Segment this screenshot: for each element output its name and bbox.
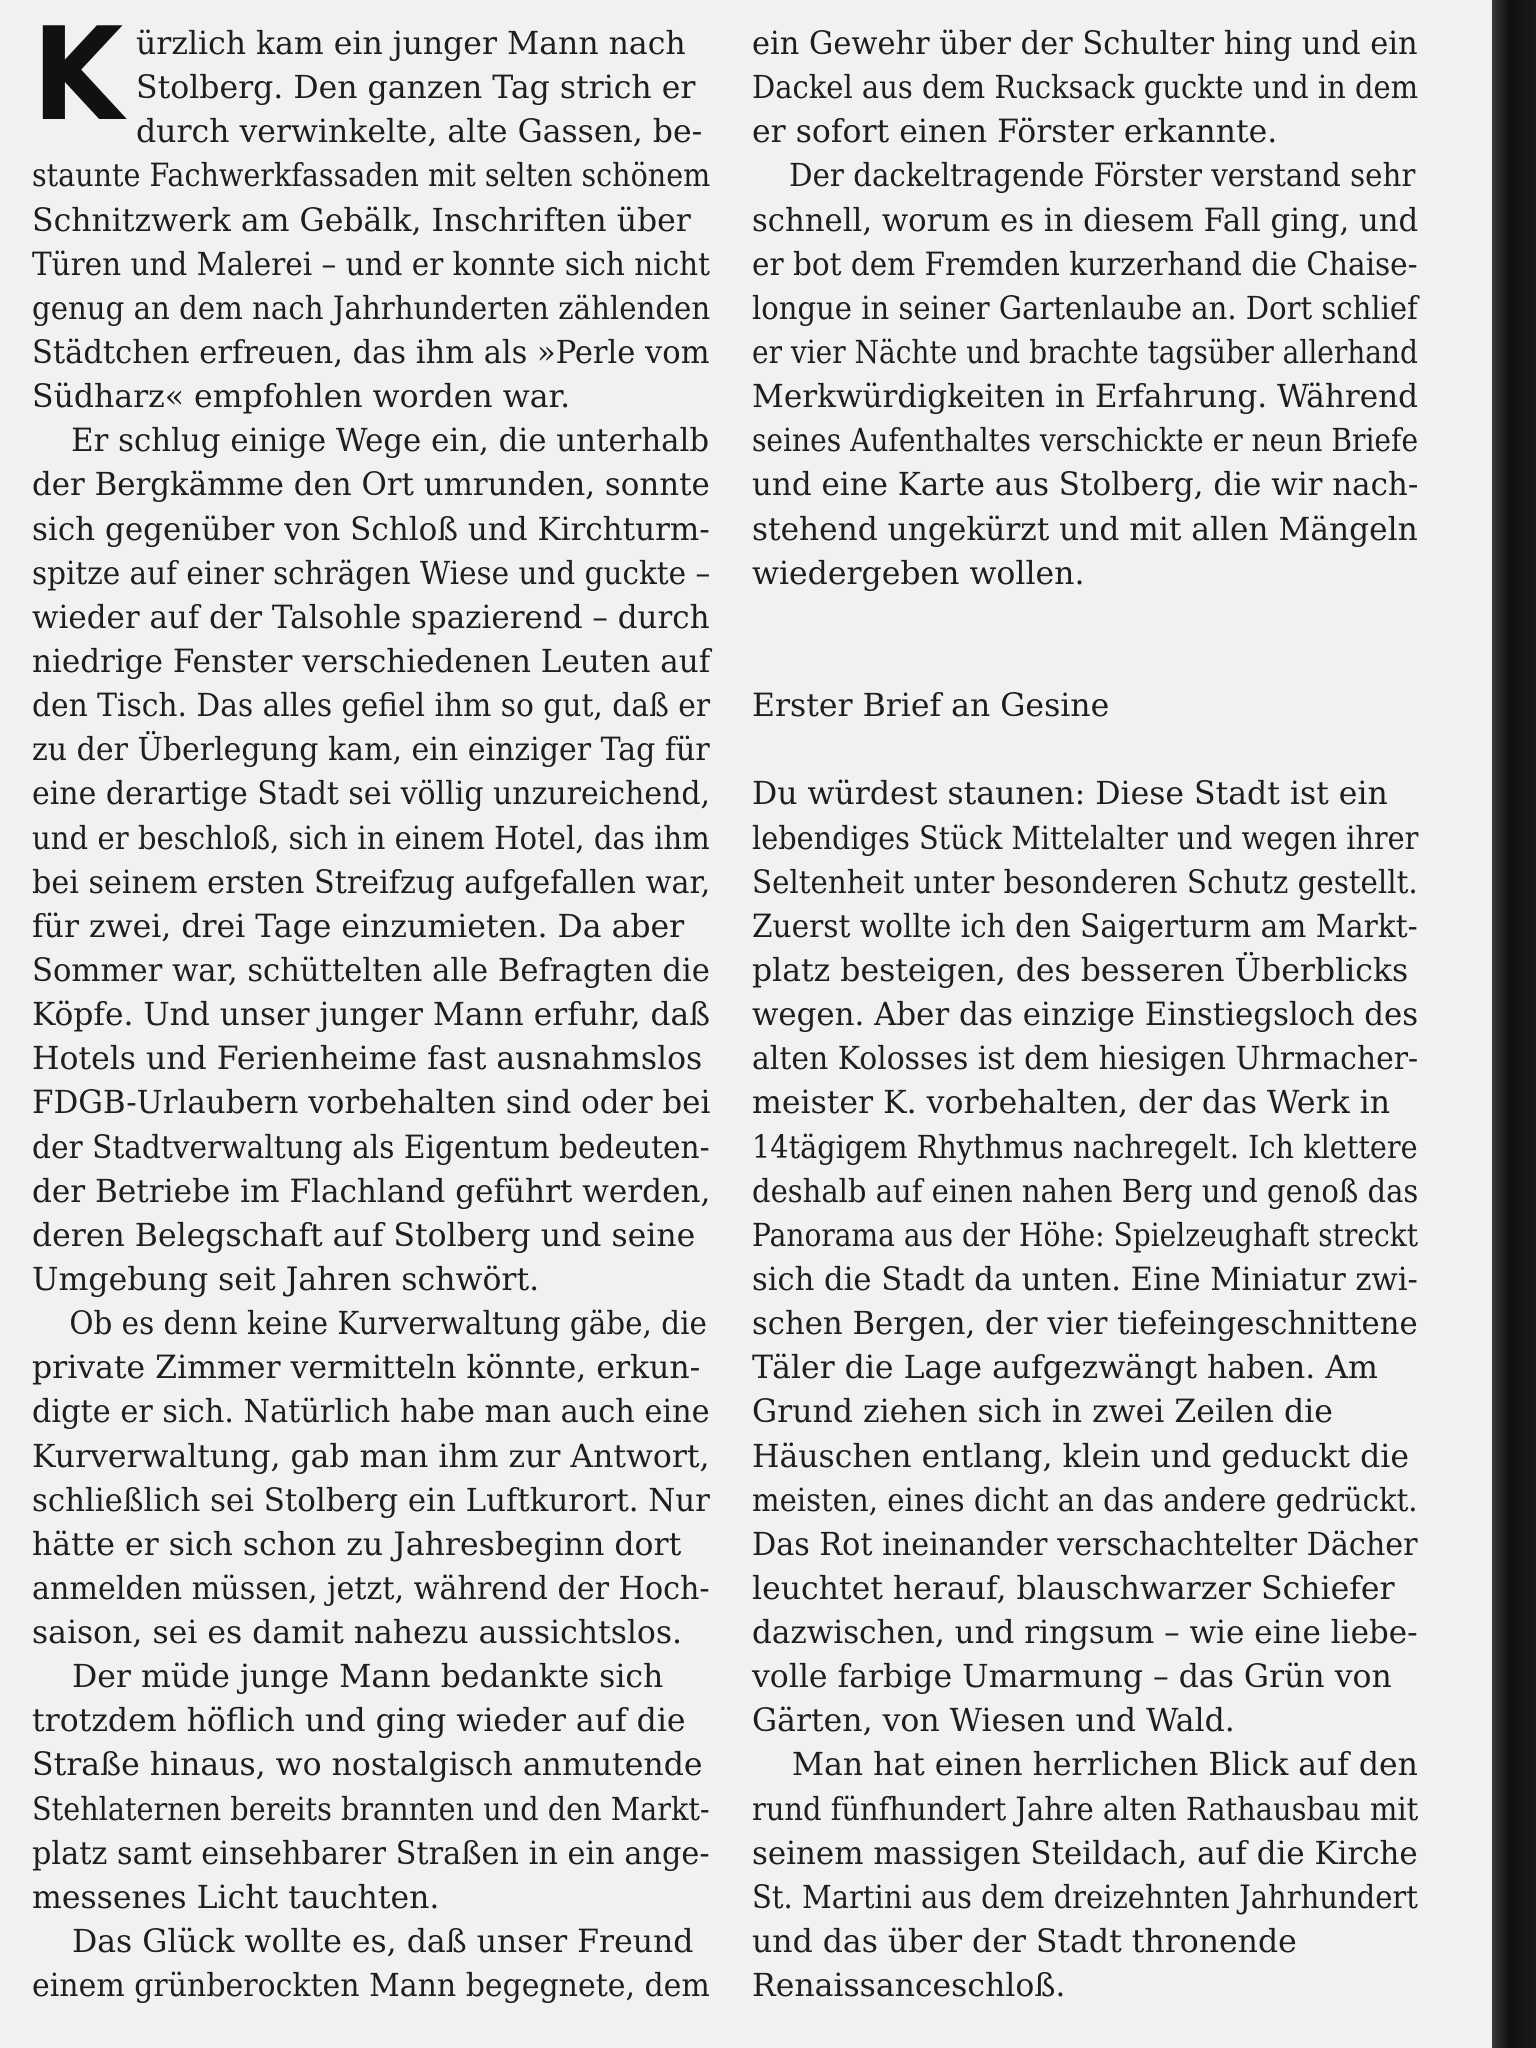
text-line: für zwei, drei Tage einzumieten. Da aber [32, 908, 685, 945]
text-line: Merkwürdigkeiten in Erfahrung. Während [752, 379, 1419, 416]
text-line: Gärten, von Wiesen und Wald. [752, 1703, 1235, 1740]
text-line: wieder auf der Talsohle spazierend – durch [32, 599, 710, 636]
text-line: Türen und Malerei – und er konnte sich nicht [32, 246, 710, 283]
text-line: wiedergeben wollen. [752, 555, 1085, 592]
text-line: private Zimmer vermitteln könnte, erkun- [32, 1350, 701, 1387]
text-line: den Tisch. Das alles gefiel ihm so gut, daß er [32, 688, 711, 725]
text-line: er bot dem Fremden kurzerhand die Chaise- [752, 246, 1418, 283]
text-line: FDGB-Urlaubern vorbehalten sind oder bei [32, 1085, 711, 1122]
text-line: der Betriebe im Flachland geführt werden, [32, 1173, 711, 1210]
text-line: dazwischen, und ringsum – wie eine liebe- [752, 1615, 1418, 1652]
text-line: genug an dem nach Jahrhunderten zählenden [32, 290, 711, 327]
text-line: St. Martini aus dem dreizehnten Jahrhundert [752, 1879, 1418, 1916]
text-line: meisten, eines dicht an das andere gedrückt. [752, 1482, 1418, 1519]
text-line: ürzlich kam ein junger Mann nach [136, 26, 686, 62]
left-column [32, 1, 711, 2008]
text-line: digte er sich. Natürlich habe man auch eine [32, 1394, 710, 1431]
text-line: saison, sei es damit nahezu aussichtslos. [32, 1615, 683, 1652]
text-line: Renaissanceschloß. [752, 1968, 1066, 2005]
text-line: stehend ungekürzt und mit allen Mängeln [752, 511, 1418, 548]
text-line: einem grünberockten Mann begegnete, dem [32, 1968, 710, 2005]
text-line: platz besteigen, des besseren Überblicks [752, 952, 1409, 989]
text-line: Er schlug einige Wege ein, die unterhalb [71, 423, 710, 460]
text-line: Das Rot ineinander verschachtelter Dächer [752, 1526, 1418, 1563]
text-line: spitze auf einer schrägen Wiese und guckte – [32, 555, 711, 592]
text-line: meister K. vorbehalten, der das Werk in [752, 1085, 1391, 1122]
text-line: lebendiges Stück Mittelalter und wegen ihrer [752, 820, 1419, 857]
text-line: Städtchen erfreuen, das ihm als »Perle vom [32, 334, 710, 371]
text-line: bei seinem ersten Streifzug aufgefallen war, [32, 864, 711, 901]
text-line: Das Glück wollte es, daß unser Freund [72, 1924, 694, 1961]
text-line: er sofort einen Förster erkannte. [752, 114, 1278, 151]
text-line: hätte er sich schon zu Jahresbeginn dort [32, 1526, 682, 1563]
text-line: Straße hinaus, wo nostalgisch anmutende [32, 1747, 703, 1784]
text-line: wegen. Aber das einzige Einstiegsloch des [752, 997, 1419, 1034]
text-line: Panorama aus der Höhe: Spielzeughaft streckt [752, 1217, 1418, 1254]
text-line: Der müde junge Mann bedankte sich [72, 1659, 664, 1696]
text-line: der Stadtverwaltung als Eigentum bedeuten- [32, 1129, 710, 1166]
text-line: volle farbige Umarmung – das Grün von [752, 1659, 1392, 1696]
text-line: trotzdem höflich und ging wieder auf die [32, 1703, 686, 1740]
text-line: Täler die Lage aufgezwängt haben. Am [752, 1350, 1378, 1387]
letter-heading: Erster Brief an Gesine [752, 688, 1110, 725]
text-line: eine derartige Stadt sei völlig unzureichend, [32, 776, 711, 813]
spacer [752, 728, 1418, 772]
drop-cap: K [32, 1, 120, 150]
text-line: Kurverwaltung, gab man ihm zur Antwort, [32, 1438, 710, 1475]
text-line: messenes Licht tauchten. [32, 1879, 440, 1916]
right-column [752, 22, 1418, 2008]
spacer [752, 596, 1418, 640]
text-line: seinem massigen Steildach, auf die Kirche [752, 1835, 1418, 1872]
text-line: alten Kolosses ist dem hiesigen Uhrmacher- [752, 1041, 1419, 1078]
text-line: schnell, worum es in diesem Fall ging, und [752, 202, 1419, 239]
text-line: Der dackeltragende Förster verstand sehr [789, 158, 1416, 195]
text-line: deren Belegschaft auf Stolberg und seine [32, 1217, 696, 1254]
text-line: und er beschloß, sich in einem Hotel, das ihm [32, 820, 710, 857]
text-line: er vier Nächte und brachte tagsüber allerhand [752, 334, 1418, 371]
text-line: Grund ziehen sich in zwei Zeilen die [752, 1394, 1333, 1431]
text-line: Stehlaternen bereits brannten und den Markt- [32, 1791, 710, 1828]
text-line: staunte Fachwerkfassaden mit selten schönem [32, 158, 711, 195]
text-line: platz samt einsehbarer Straßen in ein ange- [32, 1835, 710, 1872]
page-edge-shadow [1492, 0, 1536, 2048]
text-line: schen Bergen, der vier tiefeingeschnittene [752, 1306, 1418, 1343]
text-line: ein Gewehr über der Schulter hing und ein [752, 26, 1418, 62]
text-line: Sommer war, schüttelten alle Befragten die [32, 952, 710, 989]
text-line: Seltenheit unter besonderen Schutz gestellt. [752, 864, 1418, 901]
text-line: rund fünfhundert Jahre alten Rathausbau mit [752, 1791, 1419, 1828]
text-line: 14tägigem Rhythmus nachregelt. Ich klettere [752, 1129, 1418, 1166]
text-line: Köpfe. Und unser junger Mann erfuhr, daß [32, 997, 711, 1034]
text-line: durch verwinkelte, alte Gassen, be- [136, 114, 703, 151]
text-line: der Bergkämme den Ort umrunden, sonnte [32, 467, 710, 504]
text-line: Dackel aus dem Rucksack guckte und in dem [752, 70, 1419, 107]
text-line: Zuerst wollte ich den Saigerturm am Markt- [752, 908, 1418, 945]
text-line: deshalb auf einen nahen Berg und genoß das [752, 1173, 1419, 1210]
text-line: Umgebung seit Jahren schwört. [32, 1261, 540, 1298]
text-line: longue in seiner Gartenlaube an. Dort schlief [752, 290, 1418, 327]
text-line: sich gegenüber von Schloß und Kirchturm- [32, 511, 710, 548]
text-line: Häuschen entlang, klein und geduckt die [752, 1438, 1409, 1475]
text-line: und das über der Stadt thronende [752, 1924, 1297, 1961]
text-line: seines Aufenthaltes verschickte er neun Briefe [752, 423, 1419, 460]
text-line: Man hat einen herrlichen Blick auf den [791, 1747, 1418, 1784]
text-line: leuchtet herauf, blauschwarzer Schiefer [752, 1570, 1395, 1607]
text-line: sich die Stadt da unten. Eine Miniatur zwi- [752, 1261, 1418, 1298]
text-line: Ob es denn keine Kurverwaltung gäbe, die [69, 1306, 707, 1343]
text-line: und eine Karte aus Stolberg, die wir nach- [752, 467, 1419, 504]
text-line: Südharz« empfohlen worden war. [32, 379, 571, 416]
spacer [752, 640, 1418, 684]
text-line: schließlich sei Stolberg ein Luftkurort. Nur [32, 1482, 710, 1519]
text-line: niedrige Fenster verschiedenen Leuten auf [32, 643, 711, 680]
text-line: Schnitzwerk am Gebälk, Inschriften über [32, 202, 691, 239]
text-line: zu der Überlegung kam, ein einziger Tag für [32, 732, 710, 769]
text-line: Stolberg. Den ganzen Tag strich er [136, 70, 696, 107]
text-line: anmelden müssen, jetzt, während der Hoch- [32, 1570, 710, 1607]
text-line: Hotels und Ferienheime fast ausnahmslos [32, 1041, 703, 1078]
text-line: Du würdest staunen: Diese Stadt ist ein [752, 776, 1388, 813]
